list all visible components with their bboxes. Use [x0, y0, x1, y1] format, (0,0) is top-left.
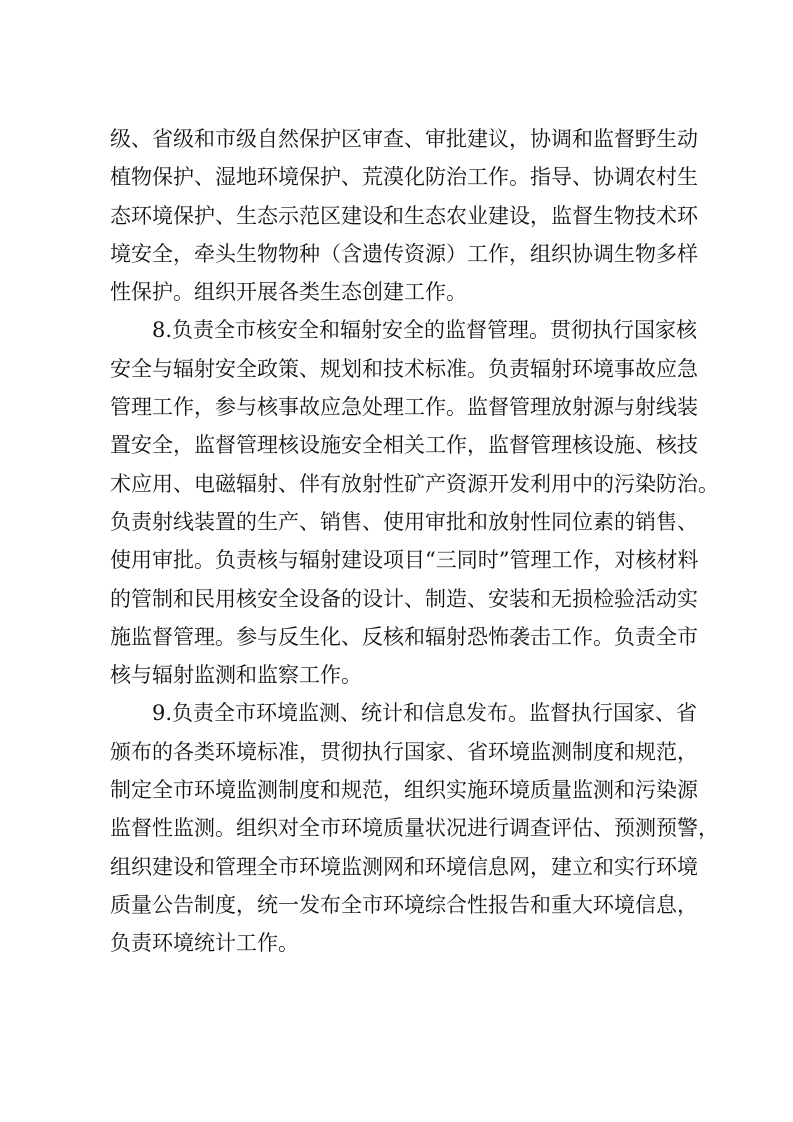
text-line: 安全与辐射安全政策、规划和技术标准。负责辐射环境事故应急	[110, 356, 698, 381]
text-line: 颁布的各类环境标准，贯彻执行国家、省环境监测制度和规范，	[110, 739, 698, 764]
text-line: 负责环境统计工作。	[110, 931, 299, 956]
paragraph-first-line: 9.负责全市环境监测、统计和信息发布。监督执行国家、省	[152, 701, 698, 726]
text-line: 施监督管理。参与反生化、反核和辐射恐怖袭击工作。负责全市	[110, 624, 698, 649]
text-line: 核与辐射监测和监察工作。	[110, 663, 362, 688]
text-line: 的管制和民用核安全设备的设计、制造、安装和无损检验活动实	[110, 586, 698, 611]
text-line: 负责射线装置的生产、销售、使用审批和放射性同位素的销售、	[110, 509, 698, 534]
text-line: 组织建设和管理全市环境监测网和环境信息网，建立和实行环境	[110, 854, 698, 879]
text-line: 管理工作，参与核事故应急处理工作。监督管理放射源与射线装	[110, 395, 698, 420]
text-line: 术应用、电磁辐射、伴有放射性矿产资源开发利用中的污染防治。	[110, 471, 719, 496]
text-line: 境安全，牵头生物物种（含遗传资源）工作，组织协调生物多样	[110, 241, 698, 266]
text-line: 使用审批。负责核与辐射建设项目“三同时”管理工作，对核材料	[110, 548, 699, 573]
text-line: 质量公告制度，统一发布全市环境综合性报告和重大环境信息，	[110, 892, 698, 917]
text-line: 态环境保护、生态示范区建设和生态农业建设，监督生物技术环	[110, 203, 698, 228]
text-line: 级、省级和市级自然保护区审查、审批建议，协调和监督野生动	[110, 127, 698, 151]
text-line: 置安全，监督管理核设施安全相关工作，监督管理核设施、核技	[110, 433, 698, 458]
text-line: 监督性监测。组织对全市环境质量状况进行调查评估、预测预警，	[110, 816, 719, 841]
text-line: 制定全市环境监测制度和规范，组织实施环境质量监测和污染源	[110, 778, 698, 803]
document-body	[110, 120, 719, 963]
text-line: 植物保护、湿地环境保护、荒漠化防治工作。指导、协调农村生	[110, 165, 698, 190]
text-line: 性保护。组织开展各类生态创建工作。	[110, 280, 467, 305]
paragraph-first-line: 8.负责全市核安全和辐射安全的监督管理。贯彻执行国家核	[152, 318, 698, 343]
